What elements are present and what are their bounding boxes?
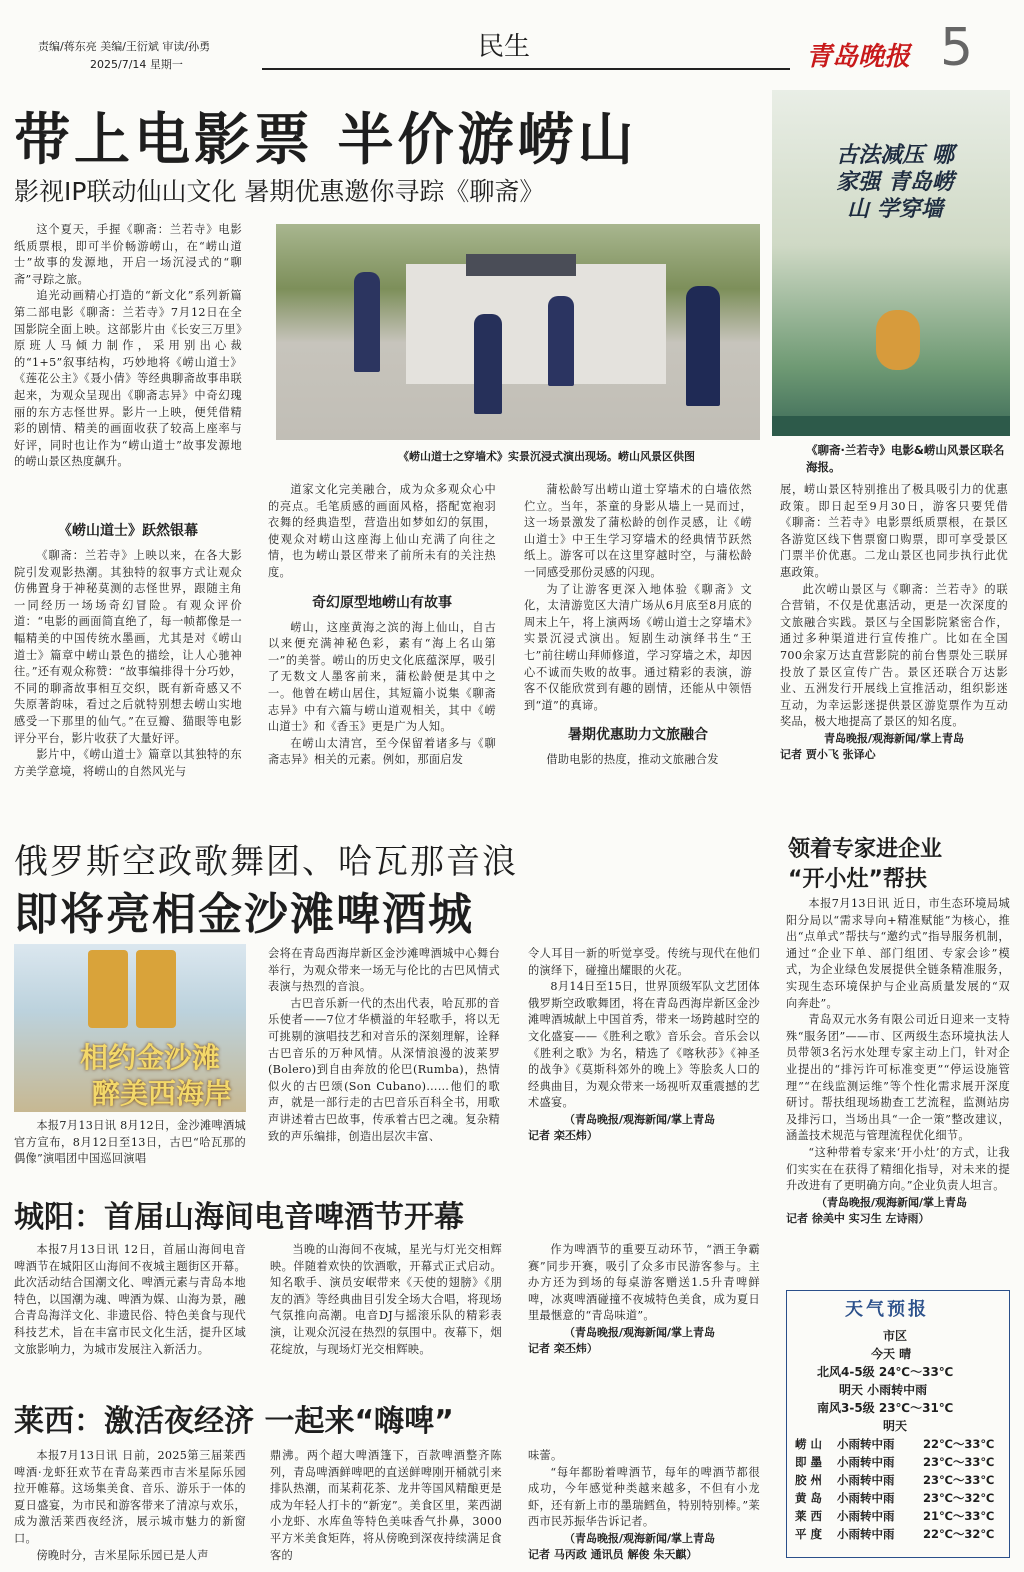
story2-column-3 — [528, 946, 760, 1144]
poster-title: 古法减压 哪家强 青岛崂山 学穿墙 — [836, 142, 954, 222]
paragraph: 道家文化完美融合，成为众多观众心中的亮点。毛笔质感的画面风格，搭配宽袍羽衣舞的经典造型，营造出如梦如幻的氛围，使观众对崂山这座海上仙山充满了向往之情，也为崂山景区带来了前所未有的关注热度。 — [268, 483, 496, 579]
weather-today-wind: 北风4-5级 24℃～33℃ — [817, 1365, 954, 1379]
weather-row — [795, 1435, 1005, 1453]
weather-condition: 小雨转中雨 — [837, 1527, 895, 1541]
weather-temp: 23℃～32℃ — [923, 1491, 995, 1505]
weather-temp: 23℃～33℃ — [923, 1473, 995, 1487]
weather-place: 崂 山 — [795, 1437, 823, 1451]
story1-column-1b — [14, 510, 242, 780]
weather-box — [786, 1290, 1010, 1558]
masthead — [0, 0, 1024, 80]
headline-chengyang: 城阳：首届山海间电音啤酒节开幕 — [14, 1200, 464, 1235]
movie-poster — [772, 90, 1010, 436]
story1-reporters: 记者 贾小飞 张译心 — [780, 747, 876, 761]
paragraph: 味蕾。 — [528, 1449, 563, 1462]
paragraph: 本报7月13日讯 8月12日，金沙滩啤酒城官方宣布，8月12日至13日，古巴“哈瓦那的偶像”演唱团中国巡回演唱 — [14, 1119, 246, 1166]
headline-main: 带上电影票 半价游崂山 — [14, 108, 638, 173]
weather-tomorrow-wind: 南风3-5级 23℃～31℃ — [817, 1401, 954, 1415]
paragraph: 当晚的山海间不夜城，星光与灯光交相辉映。伴随着欢快的饮酒歌，开幕式正式启动。知名歌手、演员安岷带来《天使的翅膀》《朋友的酒》等经典曲目引发全场大合唱，将现场气氛推向高潮。电音DJ与摇滚乐队的精彩表演，让观众沉浸在热烈的氛围中。夜幕下，烟花绽放，与现场灯光交相辉映。 — [270, 1243, 502, 1356]
paragraph: “这种带着专家来‘开小灶’的方式，让我们实实在在获得了精细化指导，对未来的提升改进有了更明确方向。”企业负责人坦言。 — [786, 1145, 1010, 1193]
story1-column-4 — [780, 482, 1008, 763]
story3-body — [786, 896, 1010, 1227]
story5-column-2 — [270, 1448, 502, 1564]
weather-condition: 小雨转中雨 — [837, 1455, 895, 1469]
subheading: 《崂山道士》跃然银幕 — [58, 523, 198, 539]
performer-1 — [354, 272, 380, 372]
subheading: 暑期优惠助力文旅融合 — [568, 727, 708, 744]
weather-tomorrow-label: 明天 — [883, 1419, 908, 1433]
weather-place: 黄 岛 — [795, 1491, 823, 1505]
story4-column-3 — [528, 1242, 760, 1357]
paragraph: 蒲松龄写出崂山道士穿墙术的白墙依然伫立。当年，茶童的身影从墙上一晃而过，这一场景激发了蒲松龄的创作灵感，让《崂山道士》中王生学习穿墙术的经典情节跃然纸上。游客可以在这里穿越时空，与蒲松龄一同感受那份灵感的闪现。 — [524, 483, 752, 579]
weather-region: 市区 — [883, 1329, 908, 1343]
mug-right — [136, 950, 176, 1028]
editor-credits: 责编/蒋东亮 美编/王衍斌 审读/孙勇 — [38, 40, 211, 53]
weather-condition: 小雨转中雨 — [837, 1437, 895, 1451]
headline-subtitle: 影视IP联动仙山文化 暑期优惠邀你寻踪《聊斋》 — [14, 177, 545, 206]
performance-photo — [276, 224, 760, 440]
weather-title: 天气预报 — [845, 1299, 929, 1320]
performer-4 — [686, 286, 720, 406]
paragraph: 青岛双元水务有限公司近日迎来一支特殊“服务团”——市、区两级生态环境执法人员带领3名污水处理专家主动上门，针对企业提出的“排污许可标准变更”“停运设施管理”“在线监测运维”等个性化需求展开深度研讨。帮扶组现场勘查工艺流程，监测站房及排污口，当场出具“一企一策”整改建议，涵盖技术规范与管理流程优化细节。 — [786, 1013, 1010, 1143]
roof-shape — [466, 254, 576, 276]
story4-column-2 — [270, 1242, 502, 1358]
poster-caption: 《聊斋·兰若寺》电影&崂山风景区联名海报。 — [806, 443, 1005, 474]
story2-credit: （青岛晚报/观海新闻/掌上青岛 — [564, 1112, 716, 1126]
paragraph: 本报7月13日讯 12日，首届山海间电音啤酒节在城阳区山海间不夜城主题街区开幕。此次活动结合国潮文化、啤酒元素与青岛本地特色，以国潮为魂、啤酒为媒、山海为景，融合青岛海洋文化、非遗民俗、特色美食与现代科技艺术，旨在丰富市民文化生活，提升区域文旅影响力，为城市发展注入新活力。 — [14, 1243, 246, 1356]
paragraph: 傍晚时分，吉米星际乐园已是人声 — [36, 1548, 209, 1562]
weather-row — [795, 1471, 1005, 1489]
paragraph: 借助电影的热度，推动文旅融合发 — [546, 753, 719, 767]
weather-table — [795, 1435, 1005, 1543]
story2-column-2 — [268, 946, 500, 1145]
paragraph: 这个夏天，手握《聊斋：兰若寺》电影纸质票根，即可半价畅游崂山，在“崂山道士”故事的发源地，开启一场沉浸式的“聊斋”寻踪之旅。 — [14, 223, 242, 286]
performer-2 — [474, 314, 502, 414]
weather-temp: 21℃～33℃ — [923, 1509, 995, 1523]
paragraph: 令人耳目一新的听觉享受。传统与现代在他们的演绎下，碰撞出耀眼的火花。 — [528, 947, 760, 977]
weather-tomorrow: 明天 小雨转中雨 — [839, 1383, 928, 1397]
paragraph: 本报7月13日讯 日前，2025第三届莱西啤酒·龙虾狂欢节在青岛莱西市吉米星际乐园拉开帷幕。这场集美食、音乐、游乐于一体的夏日盛宴，为市民和游客带来了清凉与欢乐，成为激活莱西夜经济，展示城市魅力的新窗口。 — [14, 1449, 246, 1545]
photo-caption: 《崂山道士之穿墙术》实景沉浸式演出现场。崂山风景区供图 — [398, 450, 695, 463]
story4-credit: （青岛晚报/观海新闻/掌上青岛 — [564, 1325, 716, 1339]
performer-3 — [548, 296, 574, 386]
story5-column-3 — [528, 1448, 760, 1563]
story1-column-2 — [268, 482, 496, 769]
story3-reporters: 记者 徐美中 实习生 左诗雨） — [786, 1211, 930, 1225]
photo-slogan-2: 醉美西海岸 — [92, 1077, 233, 1110]
paragraph: 《聊斋：兰若寺》上映以来，在各大影院引发观影热潮。其独特的叙事方式让观众仿佛置身于神秘莫测的志怪世界，跟随主角一同经历一场场奇幻冒险。有观众评价道：“电影的画面简直绝了，每一帧都像是一幅精美的中国传统水墨画，尤其是对《崂山道士》篇章中崂山景色的描绘，让人心驰神往。”还有观众称赞：“故事编排得十分巧妙，不同的聊斋故事相互交织，既有新奇感又不失原著韵味，看过之后就特别想去崂山实地感受一下那里的仙气。”在豆瓣、猫眼等电影评分平台，影片收获了大量好评。 — [14, 549, 242, 745]
story3-title: 领着专家进企业 — [788, 837, 943, 862]
paragraph: 本报7月13日讯 近日，市生态环境局城阳分局以“需求导向+精准赋能”为核心，推出“点单式”帮扶与“邀约式”指导服务机制，通过“企业下单、部门组团、专家会诊”模式，为企业绿色发展提供全链条精准服务，实现生态环境保护与企业高质量发展的“双向奔赴”。 — [786, 897, 1010, 1010]
story2-column-1 — [14, 1118, 246, 1168]
headline-beer-city: 即将亮相金沙滩啤酒城 — [14, 889, 474, 940]
poster-figure — [876, 310, 920, 370]
backdrop-wall — [406, 264, 666, 384]
story3-credit: （青岛晚报/观海新闻/掌上青岛 — [816, 1195, 968, 1209]
mug-left — [88, 950, 128, 1028]
paragraph: 崂山，这座黄海之滨的海上仙山，自古以来便充满神秘色彩，素有“海上名山第一”的美誉。崂山的历史文化底蕴深厚，吸引了无数文人墨客前来，蒲松龄便是其中之一。他曾在崂山居住，其短篇小说集《聊斋志异》中有六篇与崂山道观相关，其中《崂山道士》和《香玉》更是广为人知。 — [268, 620, 496, 734]
weather-temp: 22℃～33℃ — [923, 1437, 995, 1451]
paragraph: “每年都盼着啤酒节，每年的啤酒节都很成功，今年感觉种类越来越多，不但有小龙虾，还有新上市的墨瑞鳕鱼，特别特别棒。”莱西市民苏振华告诉记者。 — [528, 1465, 760, 1529]
weather-row — [795, 1453, 1005, 1471]
weather-place: 平 度 — [795, 1527, 823, 1541]
paragraph: 古巴音乐新一代的杰出代表，哈瓦那的音乐使者——7位才华横溢的年轻歌手，将以无可挑剔的演唱技艺和对音乐的深刻理解，诠释古巴音乐的万种风情。从深情浪漫的波莱罗(Bolero)到自由奔放的伦巴(Rumba)，热情似火的古巴颂(Son Cubano)……他们的歌声，就是一部行走的古巴音乐百科全书，用歌声讲述着古巴故事，传承着古巴之魂。复杂精致的声乐编排，创造出层次丰富、 — [268, 996, 500, 1143]
section-name: 民生 — [478, 32, 531, 62]
paragraph: 展，崂山景区特别推出了极具吸引力的优惠政策。即日起至9月30日，游客只要凭借《聊斋：兰若寺》电影票纸质票根，在景区各游览区线下售票窗口购票，即可享受景区门票半价优惠。二龙山景区也同步执行此优惠政策。 — [780, 483, 1008, 579]
story5-reporters: 记者 马丙政 通讯员 解俊 朱天麒） — [528, 1547, 698, 1561]
weather-row — [795, 1489, 1005, 1507]
weather-condition: 小雨转中雨 — [837, 1509, 895, 1523]
story5-column-1 — [14, 1448, 246, 1564]
headline-laixi: 莱西：激活夜经济 一起来“嗨啤” — [14, 1404, 454, 1439]
paragraph: 影片中，《崂山道士》篇章以其独特的东方美学意境，将崂山的自然风光与 — [14, 748, 242, 778]
paragraph: 此次崂山景区与《聊斋：兰若寺》的联合营销，不仅是优惠活动，更是一次深度的文旅融合实践。景区与全国影院紧密合作，通过多种渠道进行宣传推广。比如在全国700余家万达直营影院的前台售票处三联屏投放了景区宣传广告。景区还联合万达影业、五洲发行开展线上宣推活动，组织影迷互动，为幸运影迷提供景区游览票作为互动奖品，极大地提高了景区的知名度。 — [780, 582, 1008, 729]
paper-logo: 青岛晚报 — [806, 42, 911, 72]
weather-place: 胶 州 — [795, 1473, 823, 1487]
story2-reporter: 记者 栾丕炜） — [528, 1128, 598, 1142]
story1-intro-column — [14, 222, 242, 471]
paragraph: 追光动画精心打造的“新文化”系列新篇第二部电影《聊斋：兰若寺》7月12日在全国影院全面上映。这部影片由《长安三万里》原班人马倾力制作，采用别出心裁的“1+5”叙事结构，巧妙地将《崂山道士》《莲花公主》《聂小倩》等经典聊斋故事串联起来，为观众呈现出《聊斋志异》中奇幻瑰丽的东方志怪世界。影片一上映，便凭借精彩的剧情、精美的画面收获了较高上座率与好评，同时也让作为“崂山道士”故事发源地的崂山景区热度飙升。 — [14, 289, 242, 469]
paragraph: 8月14日至15日，世界顶级军队文艺团体俄罗斯空政歌舞团，将在青岛西海岸新区金沙滩啤酒城献上中国首秀，带来一场跨越时空的文化盛宴——《胜利之歌》音乐会。音乐会以《胜利之歌》为名，精选了《喀秋莎》《神圣的战争》《莫斯科郊外的晚上》等脍炙人口的经典曲目，为观众带来一场视听双重震撼的艺术盛宴。 — [528, 980, 760, 1110]
story5-credit: （青岛晚报/观海新闻/掌上青岛 — [564, 1531, 716, 1545]
page-number: 5 — [940, 18, 974, 78]
headline-kicker: 俄罗斯空政歌舞团、哈瓦那音浪 — [14, 842, 518, 882]
paragraph: 在崂山太清宫，至今保留着诸多与《聊斋志异》相关的元素。例如，那面启发 — [268, 736, 496, 767]
paragraph: 为了让游客更深入地体验《聊斋》文化，太清游览区大清广场从6月底至8月底的周末上午，将上演两场《崂山道士之穿墙术》实景沉浸式演出。短剧生动演绎书生“王七”前往崂山拜师修道，学习穿墙之术，却因心不诚而失败的故事。通过精彩的表演，游客不仅能欣赏到有趣的剧情，还能从中领悟到“道”的真谛。 — [524, 582, 752, 712]
story3-title-2: “开小灶”帮扶 — [788, 867, 927, 892]
story4-reporter: 记者 栾丕炜） — [528, 1341, 598, 1355]
beer-festival-photo — [14, 944, 246, 1112]
weather-temp: 23℃～33℃ — [923, 1455, 995, 1469]
weather-condition: 小雨转中雨 — [837, 1473, 895, 1487]
paragraph: 鼎沸。两个超大啤酒篷下，百款啤酒整齐陈列，青岛啤酒鲜啤吧的直送鲜啤刚开桶就引来排队热潮，而某莉花茶、龙井等国风精酿更是成为年轻人打卡的“新宠”。美食区里，莱西湖小龙虾、水库鱼等特色美味香气扑鼻，3000平方米美食矩阵，将从傍晚到深夜持续满足食客的 — [270, 1449, 502, 1562]
paragraph: 作为啤酒节的重要互动环节，“酒王争霸赛”同步开赛，吸引了众多市民游客参与。主办方还为到场的每桌游客赠送1.5升青啤鲜啤，冰爽啤酒碰撞不夜城特色美食，成为夏日里最惬意的“青岛味道”。 — [528, 1243, 760, 1323]
weather-condition: 小雨转中雨 — [837, 1491, 895, 1505]
story4-column-1 — [14, 1242, 246, 1358]
story1-credit: 青岛晚报/观海新闻/掌上青岛 — [824, 731, 965, 745]
photo-slogan-1: 相约金沙滩 — [80, 1041, 221, 1074]
weather-place: 即 墨 — [795, 1455, 823, 1469]
weather-row — [795, 1507, 1005, 1525]
story1-column-3 — [524, 482, 752, 769]
weather-place: 莱 西 — [795, 1509, 823, 1523]
section-rule — [262, 68, 790, 70]
poster-banner — [772, 416, 1010, 436]
weather-temp: 22℃～32℃ — [923, 1527, 995, 1541]
subheading: 奇幻原型地崂山有故事 — [312, 594, 452, 611]
issue-date: 2025/7/14 星期一 — [90, 58, 183, 71]
paragraph: 会将在青岛西海岸新区金沙滩啤酒城中心舞台举行，为观众带来一场无与伦比的古巴风情式表演与热烈的音浪。 — [268, 947, 500, 994]
weather-today: 今天 晴 — [871, 1347, 912, 1361]
weather-row — [795, 1525, 1005, 1543]
